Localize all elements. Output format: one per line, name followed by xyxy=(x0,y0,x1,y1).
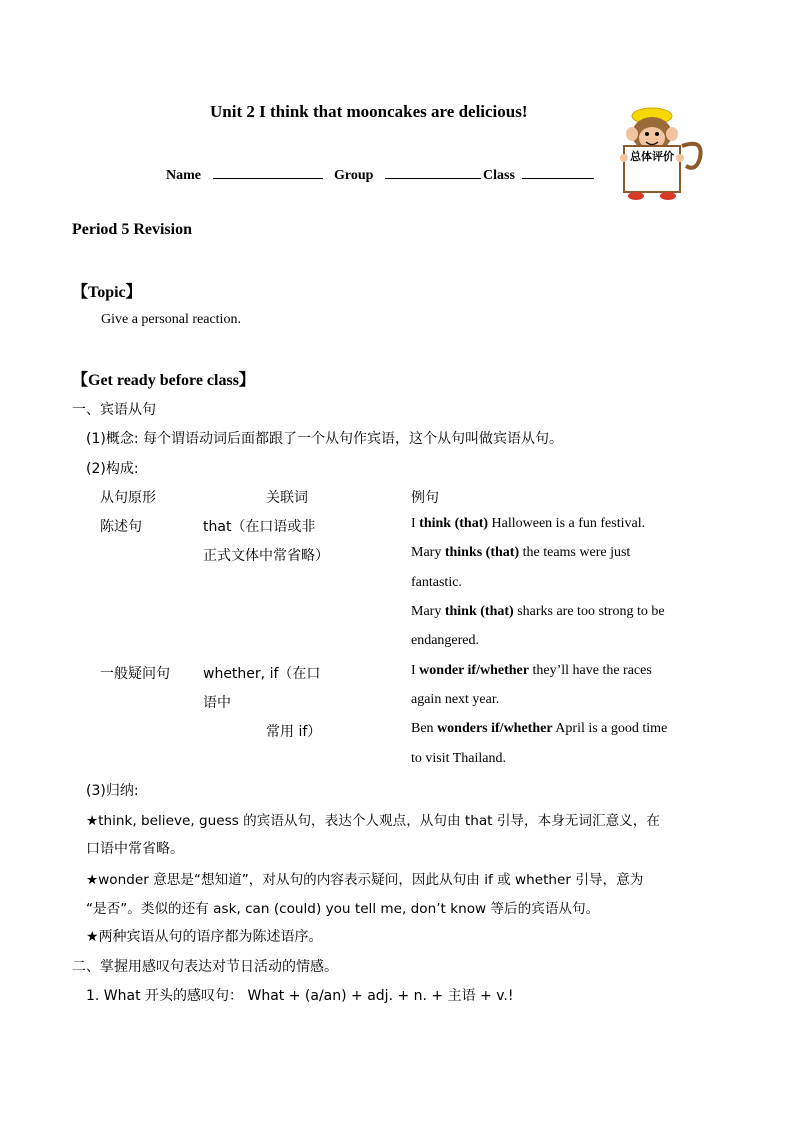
summary-point-1b: 口语中常省略。 xyxy=(86,841,184,857)
summary-point-3: ★两种宾语从句的语序都为陈述语序。 xyxy=(86,929,323,945)
row1-conj-2: 正式文体中常省略） xyxy=(203,548,329,564)
prep-heading: 【Get ready before class】 xyxy=(72,372,255,389)
col-header-clause: 从句原形 xyxy=(100,490,156,506)
name-label: Name xyxy=(166,168,201,183)
name-blank[interactable] xyxy=(213,164,323,179)
row1-example-3: Mary think (that) sharks are too strong to be xyxy=(411,604,665,619)
row2-example-1: I wonder if/whether they’ll have the races xyxy=(411,663,652,678)
row1-type: 陈述句 xyxy=(100,519,142,535)
concept-line: (1)概念: 每个谓语动词后面都跟了一个从句作宾语，这个从句叫做宾语从句。 xyxy=(86,431,563,447)
group-label: Group xyxy=(334,168,374,183)
badge-label: 总体评价 xyxy=(630,150,674,163)
class-label: Class xyxy=(483,168,515,183)
section-1-heading: 一、宾语从句 xyxy=(72,402,156,418)
what-exclamation-item: 1. What 开头的感叹句： What + (a/an) + adj. + n. + 主语 + v.! xyxy=(86,988,514,1004)
col-header-example: 例句 xyxy=(411,490,439,506)
monkey-evaluation-badge xyxy=(612,102,714,202)
summary-label: (3)归纳: xyxy=(86,783,139,799)
section-2-heading: 二、掌握用感叹句表达对节日活动的情感。 xyxy=(72,959,338,975)
row2-type: 一般疑问句 xyxy=(100,666,170,682)
row2-conj-3: 常用 if） xyxy=(266,724,322,740)
row1-example-2: Mary thinks (that) the teams were just xyxy=(411,545,631,560)
row2-conj-2: 语中 xyxy=(203,695,231,711)
group-field[interactable] xyxy=(334,164,481,184)
row1-example-3-cont: endangered. xyxy=(411,633,480,648)
class-blank[interactable] xyxy=(522,164,594,179)
summary-point-2b: “是否”。类似的还有 ask, can (could) you tell me, don’t know 等后的宾语从句。 xyxy=(86,901,600,917)
row2-example-2: Ben wonders if/whether April is a good time xyxy=(411,721,668,736)
document-title: Unit 2 I think that mooncakes are delicious! xyxy=(210,102,528,121)
class-field[interactable] xyxy=(483,164,594,184)
row2-example-1-cont: again next year. xyxy=(411,692,500,707)
row1-example-1: I think (that) Halloween is a fun festival. xyxy=(411,516,646,531)
col-header-conj: 关联词 xyxy=(266,490,308,506)
summary-point-2a: ★wonder 意思是“想知道”，对从句的内容表示疑问，因此从句由 if 或 whether 引导，意为 xyxy=(86,872,644,888)
row2-conj-1: whether, if（在口 xyxy=(203,666,321,682)
group-blank[interactable] xyxy=(385,164,481,179)
row2-example-2-cont: to visit Thailand. xyxy=(411,751,507,766)
summary-point-1a: ★think, believe, guess 的宾语从句，表达个人观点，从句由 that 引导，本身无词汇意义，在 xyxy=(86,813,660,829)
row1-example-2-cont: fantastic. xyxy=(411,575,462,590)
row1-conj-1: that（在口语或非 xyxy=(203,519,316,535)
period-heading: Period 5 Revision xyxy=(72,221,192,238)
name-field[interactable] xyxy=(166,164,323,184)
topic-text: Give a personal reaction. xyxy=(101,312,241,327)
topic-heading: 【Topic】 xyxy=(72,284,142,301)
structure-label: (2)构成: xyxy=(86,461,139,477)
